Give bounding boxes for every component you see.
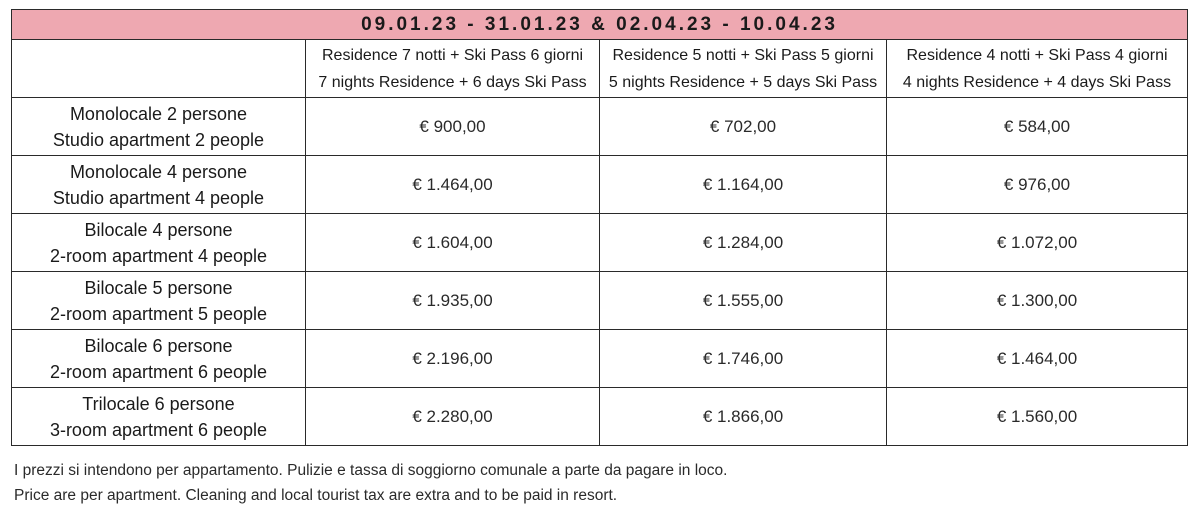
table-row bbox=[12, 388, 1188, 446]
apartment-type-cell bbox=[12, 272, 306, 330]
header-row bbox=[12, 40, 1188, 98]
apartment-type-it: Bilocale 5 persone bbox=[84, 277, 233, 298]
apartment-type-it: Bilocale 4 persone bbox=[84, 219, 233, 240]
apartment-type-cell bbox=[12, 388, 306, 446]
apartment-type-en: 2-room apartment 5 people bbox=[49, 303, 268, 324]
apartment-type-en: Studio apartment 4 people bbox=[52, 187, 265, 208]
apartment-type-en: 2-room apartment 4 people bbox=[49, 245, 268, 266]
price-cell: € 2.196,00 bbox=[306, 330, 600, 388]
column-header-en: 7 nights Residence + 6 days Ski Pass bbox=[318, 73, 587, 91]
note-italian: I prezzi si intendono per appartamento. Pulizie e tassa di soggiorno comunale a parte da pagare in loco. bbox=[14, 462, 728, 479]
table-row bbox=[12, 214, 1188, 272]
table-row bbox=[12, 156, 1188, 214]
apartment-type-cell bbox=[12, 98, 306, 156]
price-cell: € 900,00 bbox=[306, 98, 600, 156]
column-header bbox=[600, 40, 887, 98]
header-empty-cell bbox=[12, 40, 306, 98]
table-row bbox=[12, 98, 1188, 156]
column-header bbox=[306, 40, 600, 98]
table-row bbox=[12, 330, 1188, 388]
price-notes bbox=[14, 458, 727, 508]
price-cell: € 1.555,00 bbox=[600, 272, 887, 330]
apartment-type-it: Monolocale 2 persone bbox=[69, 103, 248, 124]
price-cell: € 1.746,00 bbox=[600, 330, 887, 388]
apartment-type-it: Monolocale 4 persone bbox=[69, 161, 248, 182]
table-row bbox=[12, 272, 1188, 330]
apartment-type-en: 3-room apartment 6 people bbox=[49, 419, 268, 440]
note-english: Price are per apartment. Cleaning and local tourist tax are extra and to be paid in resort. bbox=[14, 487, 618, 504]
price-cell: € 702,00 bbox=[600, 98, 887, 156]
apartment-type-it: Bilocale 6 persone bbox=[84, 335, 233, 356]
price-cell: € 584,00 bbox=[887, 98, 1188, 156]
price-table bbox=[11, 9, 1188, 446]
apartment-type-it: Trilocale 6 persone bbox=[82, 393, 235, 414]
price-cell: € 1.464,00 bbox=[887, 330, 1188, 388]
price-cell: € 1.464,00 bbox=[306, 156, 600, 214]
price-cell: € 1.604,00 bbox=[306, 214, 600, 272]
price-cell: € 1.935,00 bbox=[306, 272, 600, 330]
apartment-type-en: 2-room apartment 6 people bbox=[49, 361, 268, 382]
apartment-type-en: Studio apartment 2 people bbox=[52, 129, 265, 150]
period-banner: 09.01.23 - 31.01.23 & 02.04.23 - 10.04.23 bbox=[12, 10, 1188, 40]
price-table-body bbox=[12, 10, 1188, 446]
price-cell: € 1.164,00 bbox=[600, 156, 887, 214]
banner-row bbox=[12, 10, 1188, 40]
apartment-type-cell bbox=[12, 330, 306, 388]
price-cell: € 1.284,00 bbox=[600, 214, 887, 272]
column-header-en: 5 nights Residence + 5 days Ski Pass bbox=[608, 73, 878, 91]
apartment-type-cell bbox=[12, 214, 306, 272]
column-header-it: Residence 7 notti + Ski Pass 6 giorni bbox=[321, 46, 584, 64]
apartment-type-cell bbox=[12, 156, 306, 214]
price-cell: € 1.072,00 bbox=[887, 214, 1188, 272]
price-cell: € 976,00 bbox=[887, 156, 1188, 214]
price-cell: € 1.560,00 bbox=[887, 388, 1188, 446]
price-cell: € 1.866,00 bbox=[600, 388, 887, 446]
column-header-en: 4 nights Residence + 4 days Ski Pass bbox=[902, 73, 1172, 91]
column-header bbox=[887, 40, 1188, 98]
column-header-it: Residence 4 notti + Ski Pass 4 giorni bbox=[906, 46, 1168, 64]
column-header-it: Residence 5 notti + Ski Pass 5 giorni bbox=[612, 46, 874, 64]
price-cell: € 1.300,00 bbox=[887, 272, 1188, 330]
price-cell: € 2.280,00 bbox=[306, 388, 600, 446]
